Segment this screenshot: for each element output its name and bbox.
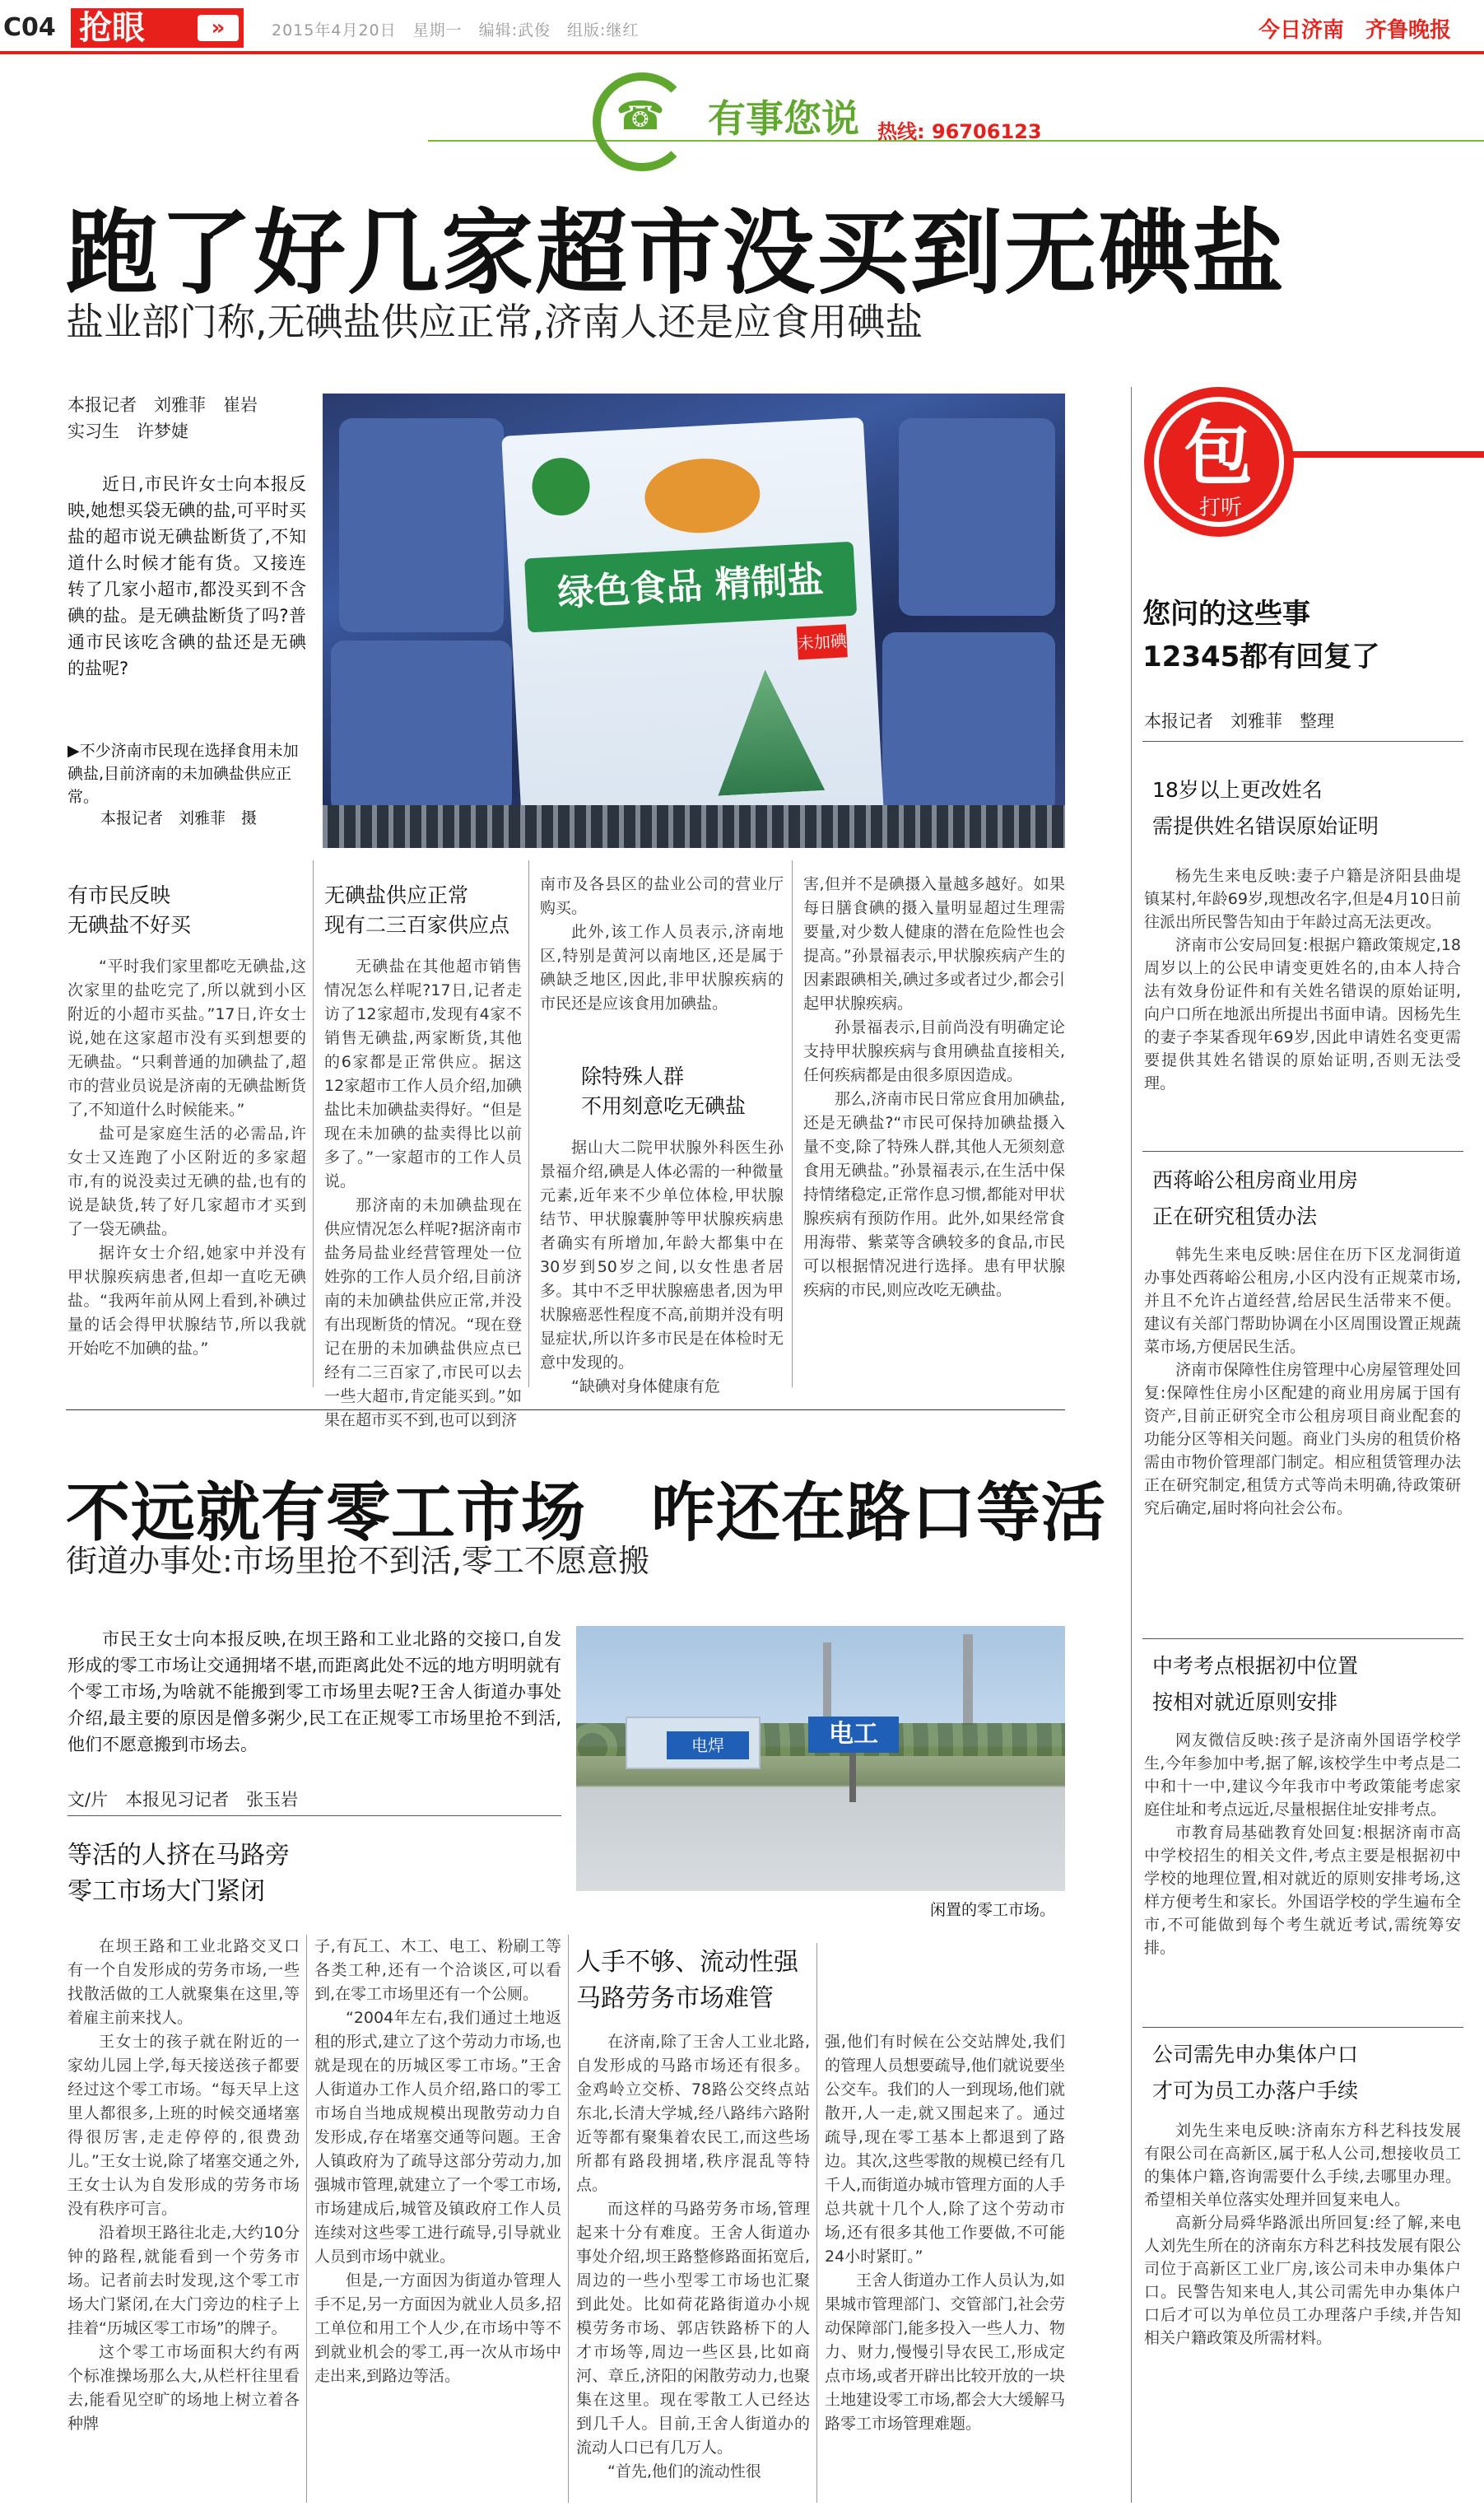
sign-post	[849, 1753, 856, 1802]
paragraph: 网友微信反映:孩子是济南外国语学校学生,今年参加中考,据了解,该校学生中考点是二中和十一中,建议今年我市中考政策能考虑家庭住址和考点远近,尽量根据住址安排考点。	[1144, 1731, 1461, 1819]
sign-electric-welding: 电焊	[667, 1731, 749, 1759]
sidebar-item-body	[1144, 864, 1461, 1095]
story2-byline: 文/片 本报见习记者 张玉岩	[67, 1790, 299, 1810]
salt-bag	[501, 417, 885, 847]
newspaper-name: 今日济南 齐鲁晚报	[1258, 18, 1451, 43]
date-line: 2015年4月20日 星期一 编辑:武俊 组版:继红	[272, 21, 640, 40]
paragraph: 此外,该工作人员表示,济南地区,特别是黄河以南地区,还是属于碘缺乏地区,因此,非甲状腺疾病的市民还是应该食用加碘盐。	[540, 923, 784, 1013]
story2-subhead-2: 人手不够、流动性强 马路劳务市场难管	[576, 1948, 798, 2013]
hotline: 热线: 96706123	[877, 120, 1042, 143]
paragraph: 无碘盐在其他超市销售情况怎么样呢?17日,记者走访了12家超市,发现有4家不销售无碘盐,两家断货,其他的6家都是正常供应。据这12家超市工作人员介绍,加碘盐比未加碘盐卖得好。“但是现在未加碘的盐卖得比以前多了。”一家超市的工作人员说。	[324, 957, 522, 1190]
story2-photo-caption: 闲置的零工市场。	[930, 1901, 1056, 1919]
story2-col2	[314, 1935, 561, 2388]
sidebar-title-line: 您问的这些事	[1142, 598, 1310, 631]
story1-col2	[324, 955, 522, 1433]
paragraph: 南市及各县区的盐业公司的营业厅购买。	[540, 875, 784, 917]
byline-rule	[67, 1815, 561, 1816]
paragraph: 盐可是家庭生活的必需品,许女士又连跑了小区附近的多家超市,有的说没卖过无碘的盐,也有的说是缺货,转了好几家超市才买到了一袋无碘盐。	[67, 1125, 306, 1238]
page-number: C04	[3, 13, 56, 42]
paragraph: 在坝王路和工业北路交叉口有一个自发形成的劳务市场,一些找散活做的工人就聚集在这里,等着雇主前来找人。	[67, 1937, 300, 2027]
paragraph: 沿着坝王路往北走,大约10分钟的路程,就能看到一个劳务市场。记者前去时发现,这个零工市场大门紧闭,在大门旁边的柱子上挂着“历城区零工市场”的牌子。	[67, 2224, 300, 2337]
sidebar-question: 18岁以上更改姓名	[1152, 778, 1323, 802]
sidebar-title	[1142, 593, 1379, 678]
sidebar-question: 西蒋峪公租房商业用房	[1152, 1168, 1359, 1192]
chimney	[963, 1634, 973, 1725]
sidebar-question: 按相对就近原则安排	[1152, 1690, 1338, 1714]
paragraph: 高新分局舜华路派出所回复:经了解,来电人刘先生所在的济南东方科艺科技发展有限公司位于高新区工业厂房,该公司未申办集体户口。民警告知来电人,其公司需先申办集体户口后才可以为单位员工办理落户手续,并告知相关户籍政策及所需材料。	[1144, 2214, 1461, 2347]
sidebar-item-body	[1144, 2119, 1461, 2350]
column-title: 有事您说	[708, 96, 859, 141]
story2-headline: 不远就有零工市场 咋还在路口等活	[66, 1476, 1107, 1550]
column-rule	[313, 860, 314, 1387]
paragraph: 杨先生来电反映:妻子户籍是济阳县曲堤镇某村,年龄69岁,现想改名字,但是4月10日前往派出所民警告知由于年龄过高无法更改。	[1144, 867, 1461, 931]
paragraph: 济南市公安局回复:根据户籍政策规定,18周岁以上的公民申请变更姓名的,由本人持合法有效身份证件和有关姓名错误的原始证明,向户口所在地派出所提出书面申请。因杨先生的妻子李某香现年69岁,因此申请姓名变更需要提供其姓名错误的原始证明,否则无法受理。	[1144, 936, 1461, 1092]
sidebar-question: 公司需先申办集体户口	[1152, 2043, 1359, 2066]
paragraph: 在济南,除了王舍人工业北路,自发形成的马路市场还有很多。金鸡岭立交桥、78路公交终点站东北,长清大学城,经八路纬六路附近等都有聚集着农民工,而这些场所都有路段拥堵,秩序混乱等特点。	[576, 2033, 810, 2194]
sidebar-rule	[1131, 387, 1132, 2503]
paragraph: 刘先生来电反映:济南东方科艺科技发展有限公司在高新区,属于私人公司,想接收员工的集体户籍,咨询需要什么手续,去哪里办理。希望相关单位落实处理并回复来电人。	[1144, 2122, 1461, 2209]
paragraph: “首先,他们的流动性很	[607, 2462, 761, 2481]
byline-line: 本报记者 刘雅菲 崔岩	[67, 395, 258, 415]
sidebar-rule-h	[1142, 741, 1463, 742]
cart-rail	[323, 805, 1065, 848]
paragraph: 而这样的马路劳务市场,管理起来十分有难度。王舍人街道办事处介绍,坝王路整修路面拓宽后,周边的一些小型零工市场也汇聚到此处。比如荷花路街道办小规模劳务市场、郭店铁路桥下的人才市场等,周边一些区县,比如商河、章丘,济阳的闲散劳动力,也聚集在这里。现在零散工人已经达到几千人。目前,王舍人街道办的流动人口已有几万人。	[576, 2200, 810, 2457]
column-rule	[528, 860, 529, 1387]
sidebar-item	[1152, 1648, 1465, 1721]
salt-label: 绿色食品 精制盐	[524, 542, 857, 633]
sidebar-item	[1152, 1162, 1465, 1235]
story1-photo-credit: 本报记者 刘雅菲 摄	[100, 809, 258, 827]
paragraph: 王舍人街道办工作人员认为,如果城市管理部门、交管部门,社会劳动保障部门,能多投入一些人力、物力、财力,慢慢引导农民工,形成定点市场,或者开辟出比较开放的一块土地建设零工市场,都会大大缓解马路零工市场管理难题。	[825, 2271, 1065, 2433]
paragraph: 韩先生来电反映:居住在历下区龙洞街道办事处西蒋峪公租房,小区内没有正规菜市场,并且不允许占道经营,给居民生活带来不便。建议有关部门帮助协调在小区周围设置正规蔬菜市场,方便居民生活。	[1144, 1246, 1461, 1356]
sidebar-item	[1152, 772, 1465, 845]
sidebar-question: 才可为员工办落户手续	[1152, 2079, 1359, 2103]
story1-col1	[67, 955, 306, 1361]
double-chevron-icon: »	[198, 15, 239, 41]
story2-col1	[67, 1935, 300, 2436]
sidebar-rule-h	[1142, 1151, 1463, 1152]
section-divider	[66, 1409, 1065, 1410]
sidebar-question: 需提供姓名错误原始证明	[1152, 814, 1379, 838]
sidebar-question: 中考考点根据初中位置	[1152, 1654, 1359, 1678]
column-rule	[568, 1935, 569, 2503]
sidebar-rule-h	[1142, 2027, 1463, 2028]
paragraph: 王女士的孩子就在附近的一家幼儿园上学,每天接送孩子都要经过这个零工市场。“每天早上这里人都很多,上班的时候交通堵塞得很厉害,走走停停的,很费劲儿。”王女士说,除了堵塞交通之外,王女士认为自发形成的劳务市场没有秩序可言。	[67, 2033, 300, 2218]
sidebar-title-line: 12345都有回复了	[1142, 641, 1380, 673]
paragraph: 子,有瓦工、木工、电工、粉刷工等各类工种,还有一个洽谈区,可以看到,在零工市场里还有一个公厕。	[314, 1937, 561, 2003]
paragraph: 但是,一方面因为街道办管理人手不足,另一方面因为就业人员多,招工单位和用工个人少,在市场中等不到就业机会的零工,再一次从市场中走出来,到路边等活。	[314, 2271, 561, 2385]
story2-col4	[825, 2030, 1065, 2436]
story1-subhead-3: 除特殊人群 不用刻意吃无碘盐	[581, 1064, 747, 1118]
sidebar-item	[1152, 2037, 1465, 2109]
sidebar-item-body	[1144, 1243, 1461, 1520]
paragraph: “缺碘对身体健康有危	[571, 1377, 720, 1395]
paragraph: 害,但并不是碘摄入量越多越好。如果每日膳食碘的摄入量明显超过生理需要量,对少数人健康的潜在危险性也会提高。”孙景福表示,甲状腺疾病产生的因素跟碘相关,碘过多或者过少,都会引起甲状腺疾病。	[803, 875, 1065, 1013]
story1-col3b	[540, 1136, 784, 1399]
paragraph: 孙景福表示,目前尚没有明确定论支持甲状腺疾病与食用碘盐直接相关,任何疾病都是由很多原因造成。	[803, 1018, 1065, 1084]
story2-subheadline: 街道办事处:市场里抢不到活,零工不愿意搬	[66, 1543, 649, 1579]
section-title: 抢眼	[79, 9, 145, 47]
story1-col3	[540, 873, 784, 1016]
story2-col3	[576, 2030, 810, 2484]
story2-subhead-1: 等活的人挤在马路旁 零工市场大门紧闭	[67, 1841, 290, 1906]
paragraph: 这个零工市场面积大约有两个标准操场那么大,从栏杆往里看去,能看见空旷的场地上树立着各种牌	[67, 2343, 300, 2433]
paragraph: 市教育局基础教育处回复:根据济南市高中学校招生的相关文件,考点主要是根据初中学校的地理位置,相对就近的原则安排考场,这样方便考生和家长。外国语学校的学生遍布全市,不可能做到每个考生就近考试,需统筹安排。	[1144, 1824, 1461, 1957]
green-food-logo	[531, 456, 592, 517]
salt-photo	[323, 394, 1065, 848]
sidebar-question: 正在研究租赁办法	[1152, 1204, 1318, 1228]
story1-subhead-1: 有市民反映 无碘盐不好买	[67, 883, 192, 937]
paragraph: 那么,济南市民日常应食用加碘盐,还是无碘盐?“市民可保持加碘盐摄入量不变,除了特殊人群,其他人无须刻意食用无碘盐。”孙景福表示,在生活中保持情绪稳定,正常作息习惯,都能对甲状腺疾病有预防作用。此外,如果经常食用海带、紫菜等含碘较多的食品,市民可以根据情况进行选择。患有甲状腺疾病的市民,则应改吃无碘盐。	[803, 1090, 1065, 1299]
story1-subheadline: 盐业部门称,无碘盐供应正常,济南人还是应食用碘盐	[66, 300, 923, 344]
sidebar-item-body	[1144, 1729, 1461, 1959]
paragraph: 那济南的未加碘盐现在供应情况怎么样呢?据济南市盐务局盐业经营管理处一位姓弥的工作人员介绍,目前济南的未加碘盐供应正常,并没有出现断货的情况。“现在登记在册的未加碘盐供应点已经有二三百家了,市民可以去一些大超市,肯定能买到。”如果在超市买不到,也可以到济	[324, 1196, 522, 1429]
no-iodine-ribbon: 未加碘	[797, 624, 848, 659]
paragraph: “2004年左右,我们通过土地返租的形式,建立了这个劳动力市场,也就是现在的历城区零工市场。”王舍人街道办工作人员介绍,路口的零工市场自当地成规模出现散劳动力自发形成,存在堵塞交通等问题。王舍人镇政府为了疏导这部分劳动力,加强城市管理,就建立了一个零工市场,市场建成后,城管及镇政府工作人员连续对这些零工进行疏导,引导就业人员到市场中就业。	[314, 2009, 561, 2266]
column-rule	[792, 860, 793, 1387]
sidebar-badge-char: 包	[1183, 413, 1253, 494]
story1-col4	[803, 873, 1065, 1302]
byline-line: 实习生 许梦婕	[67, 422, 188, 441]
phone-icon: ☎	[616, 93, 665, 139]
story1-byline	[67, 392, 298, 445]
brand-logo	[643, 456, 762, 536]
story1-photo-caption: ▶不少济南市民现在选择食用未加碘盐,目前济南的未加碘盐供应正常。	[67, 742, 299, 806]
sidebar-badge-label: 打听	[1198, 496, 1242, 520]
column-rule	[306, 1935, 307, 2503]
paragraph: 据山大二院甲状腺外科医生孙景福介绍,碘是人体必需的一种微量元素,近年来不少单位体检,甲状腺结节、甲状腺囊肿等甲状腺疾病患者确实有所增加,年龄大都集中在30岁到50岁之间,以女性患者居多。其中不乏甲状腺癌患者,因为甲状腺癌恶性程度不高,前期并没有明显症状,所以许多市民是在体检时无意中发现的。	[540, 1139, 784, 1372]
story1-subhead-2: 无碘盐供应正常 现有二三百家供应点	[324, 883, 510, 937]
story1-lead: 近日,市民许女士向本报反映,她想买袋无碘的盐,可平时买盐的超市说无碘盐断货了,不知道什么时候才能有货。又接连转了几家小超市,都没买到不含碘的盐。是无碘盐断货了吗?普通市民该吃含碘的盐还是无碘的盐呢?	[67, 474, 306, 678]
sidebar-band	[1292, 451, 1484, 458]
paragraph: “平时我们家里都吃无碘盐,这次家里的盐吃完了,所以就到小区附近的小超市买盐。”17日,许女士说,她在这家超市没有买到想要的无碘盐。“只剩普通的加碘盐了,超市的营业员说是济南的无碘盐断货了,不知道什么时候能来。”	[67, 957, 306, 1119]
sidebar-byline: 本报记者 刘雅菲 整理	[1144, 711, 1334, 731]
column-rule	[816, 1943, 817, 2503]
story1-headline: 跑了好几家超市没买到无碘盐	[66, 200, 1286, 307]
sign-electrician: 电工	[808, 1717, 899, 1753]
header-rule	[0, 51, 1484, 54]
paragraph: 据许女士介绍,她家中并没有甲状腺疾病患者,但却一直吃无碘盐。“我两年前从网上看到,补碘过量的话会得甲状腺结节,所以我就开始吃不加碘的盐。”	[67, 1244, 306, 1358]
labor-market-photo	[576, 1626, 1065, 1891]
paragraph: 强,他们有时候在公交站牌处,我们的管理人员想要疏导,他们就说要坐公交车。我们的人一到现场,他们就散开,人一走,就又围起来了。通过疏导,现在零工基本上都退到了路边。其次,这些零散的规模已经有几千人,而街道办城市管理方面的人手总共就十几个人,除了这个劳动市场,还有很多其他工作要做,不可能24小时紧盯。”	[825, 2033, 1065, 2266]
chimney	[823, 1642, 831, 1725]
paragraph: 济南市保障性住房管理中心房屋管理处回复:保障性住房小区配建的商业用房属于国有资产,目前正研究全市公租房项目商业配套的功能分区等相关问题。商业门头房的租赁价格需由市物价管理部门制定。相应租赁管理办法正在研究制定,租赁方式等尚未明确,待政策研究后确定,届时将向社会公布。	[1144, 1361, 1461, 1517]
sidebar-rule-h	[1142, 1638, 1463, 1639]
mountain-logo	[712, 667, 826, 796]
story2-lead: 市民王女士向本报反映,在坝王路和工业北路的交接口,自发形成的零工市场让交通拥堵不堪,而距离此处不远的地方明明就有个零工市场,为啥就不能搬到零工市场里去呢?王舍人街道办事处介绍,最主要的原因是僧多粥少,民工在正规零工市场里抢不到活,他们不愿意搬到市场去。	[67, 1629, 561, 1754]
